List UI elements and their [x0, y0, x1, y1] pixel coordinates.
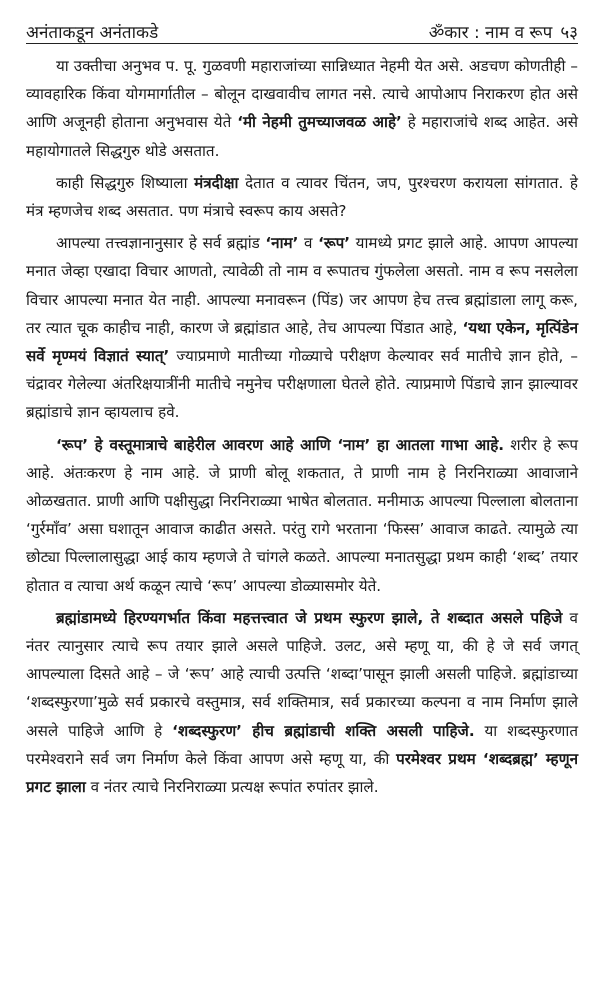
page-body — [26, 44, 578, 801]
bold-text: ब्रह्मांडामध्ये हिरण्यगर्भात किंवा महत्तत्त्वात जे प्रथम स्फुरण झाले, ते शब्दात असले पहिजे — [56, 608, 563, 627]
paragraph — [26, 229, 578, 426]
text-run: व नंतर त्यानुसार त्याचे रूप तयार झाले असले पाहिजे. उलट, असे म्हणू या, की हे जे सर्व जगत् आपल्याला दिसते आहे – जे ‘रूप’ आहे त्याची उत्पत्ति ‘शब्दा’पासून झाली असली पाहिजे. ब्रह्मांडाच्या ‘शब्दस्फुरणा’मुळे सर्व प्रकारचे वस्तुमात्र, सर्व शक्तिमात्र, सर्व प्रकारच्या कल्पना व नाम निर्माण झाले असले पाहिजे आणि हे — [26, 608, 578, 740]
paragraph — [26, 52, 578, 165]
text-run: आपल्या तत्त्वज्ञानानुसार हे सर्व ब्रह्मांड — [56, 234, 266, 253]
bold-text: ‘यथा एकेन, मृत्पिंडेन सर्वे मृण्मयं विज्ञातं स्यात्’ — [26, 318, 578, 366]
text-run: या उक्तीचा अनुभव प. पू. गुळवणी महाराजांच्या सान्निध्यात नेहमी येत असे. अडचण कोणतीही – व्यावहारिक किंवा योगमार्गातील – बोलून दाखवावीच लागत नसे. त्याचे आपोआप निराकरण होत असे आणि अजूनही होताना अनुभवास येते — [26, 57, 578, 132]
text-run: व — [298, 234, 319, 253]
text-run: व नंतर त्याचे निरनिराळ्या प्रत्यक्ष रूपांत रुपांतर झाले. — [85, 778, 379, 797]
text-run: शरीर हे रूप आहे. अंतःकरण हे नाम आहे. जे प्राणी बोलू शकतात, ते प्राणी नाम हे निरनिराळ्या आवाजाने ओळखतात. प्राणी आणि पक्षीसुद्धा निरनिराळ्या भाषेत बोलतात. मनीमाऊ आपल्या पिल्लाला बोलताना ‘गुर्रमाँव’ असा घशातून आवाज काढीत असते. परंतु रागे भरताना ‘फिस्स’ आवाज काढते. त्यामुळे त्या छोट्या पिल्लालासुद्धा आई काय म्हणजे ते चांगले कळते. आपल्या मनातसुद्धा प्रथम काही ‘शब्द’ तयार होतात व त्याचा अर्थ कळून त्याचे ‘रूप’ आपल्या डोळ्यासमोर येते. — [26, 435, 578, 595]
running-header — [26, 0, 578, 44]
text-run: काही सिद्धगुरु शिष्याला — [56, 173, 195, 192]
page-number: ५३ — [560, 23, 578, 43]
paragraph — [26, 431, 578, 600]
text-run: ज्याप्रमाणे मातीच्या गोळ्याचे परीक्षण केल्यावर सर्व मातीचे ज्ञान होते, – चंद्रावर गेलेल्या अंतरिक्षयात्रींनी मातीचे नमुनेच परीक्षणाला घेतले होते. त्याप्रमाणे पिंडाचे ज्ञान झाल्यावर ब्रह्मांडाचे ज्ञान व्हायलाच हवे. — [26, 347, 578, 422]
chapter-info — [429, 20, 578, 43]
bold-text: ‘रूप’ हे वस्तूमात्राचे बाहेरील आवरण आहे आणि ‘नाम’ हा आतला गाभा आहे. — [56, 435, 505, 454]
text-run: यामध्ये प्रगट झाले आहे. आपण आपल्या मनात जेव्हा एखादा विचार आणतो, त्यावेळी तो नाम व रूपातच गुंफलेला असतो. नाम व रूप नसलेला विचार आपल्या मनात येत नाही. आपल्या मनावरून (पिंड) जर आपण हेच तत्त्व ब्रह्मांडाला लागू करू, तर त्यात चूक काहीच नाही, कारण जे ब्रह्मांडात आहे, तेच आपल्या पिंडात आहे, — [26, 234, 578, 337]
bold-text: मंत्रदीक्षा — [194, 173, 239, 192]
bold-text: ‘शब्दस्फुरण’ हीच ब्रह्मांडाची शक्ति असली पाहिजे. — [172, 721, 475, 740]
bold-text: ‘मी नेहमी तुमच्याजवळ आहे’ — [237, 113, 402, 132]
text-run: देतात व त्यावर चिंतन, जप, पुरश्चरण करायला सांगतात. हे मंत्र म्हणजेच शब्द असतात. पण मंत्राचे स्वरूप काय असते? — [26, 173, 578, 221]
text-run: या शब्दस्फुरणात परमेश्वराने सर्व जग निर्माण केले किंवा आपण असे म्हणू या, की — [26, 721, 579, 768]
bold-text: परमेश्वर प्रथम ‘शब्दब्रह्म’ म्हणून प्रगट झाला — [26, 749, 578, 797]
text-run: हे महाराजांचे शब्द आहेत. असे महायोगातले सिद्धगुरु थोडे असतात. — [26, 113, 578, 160]
bold-text: ‘नाम’ — [265, 234, 299, 253]
book-title: अनंताकडून अनंताकडे — [26, 23, 159, 43]
chapter-title: ॐकार : नाम व रूप — [428, 23, 553, 43]
paragraph — [26, 169, 578, 225]
paragraph — [26, 604, 578, 801]
bold-text: ‘रूप’ — [318, 234, 351, 253]
